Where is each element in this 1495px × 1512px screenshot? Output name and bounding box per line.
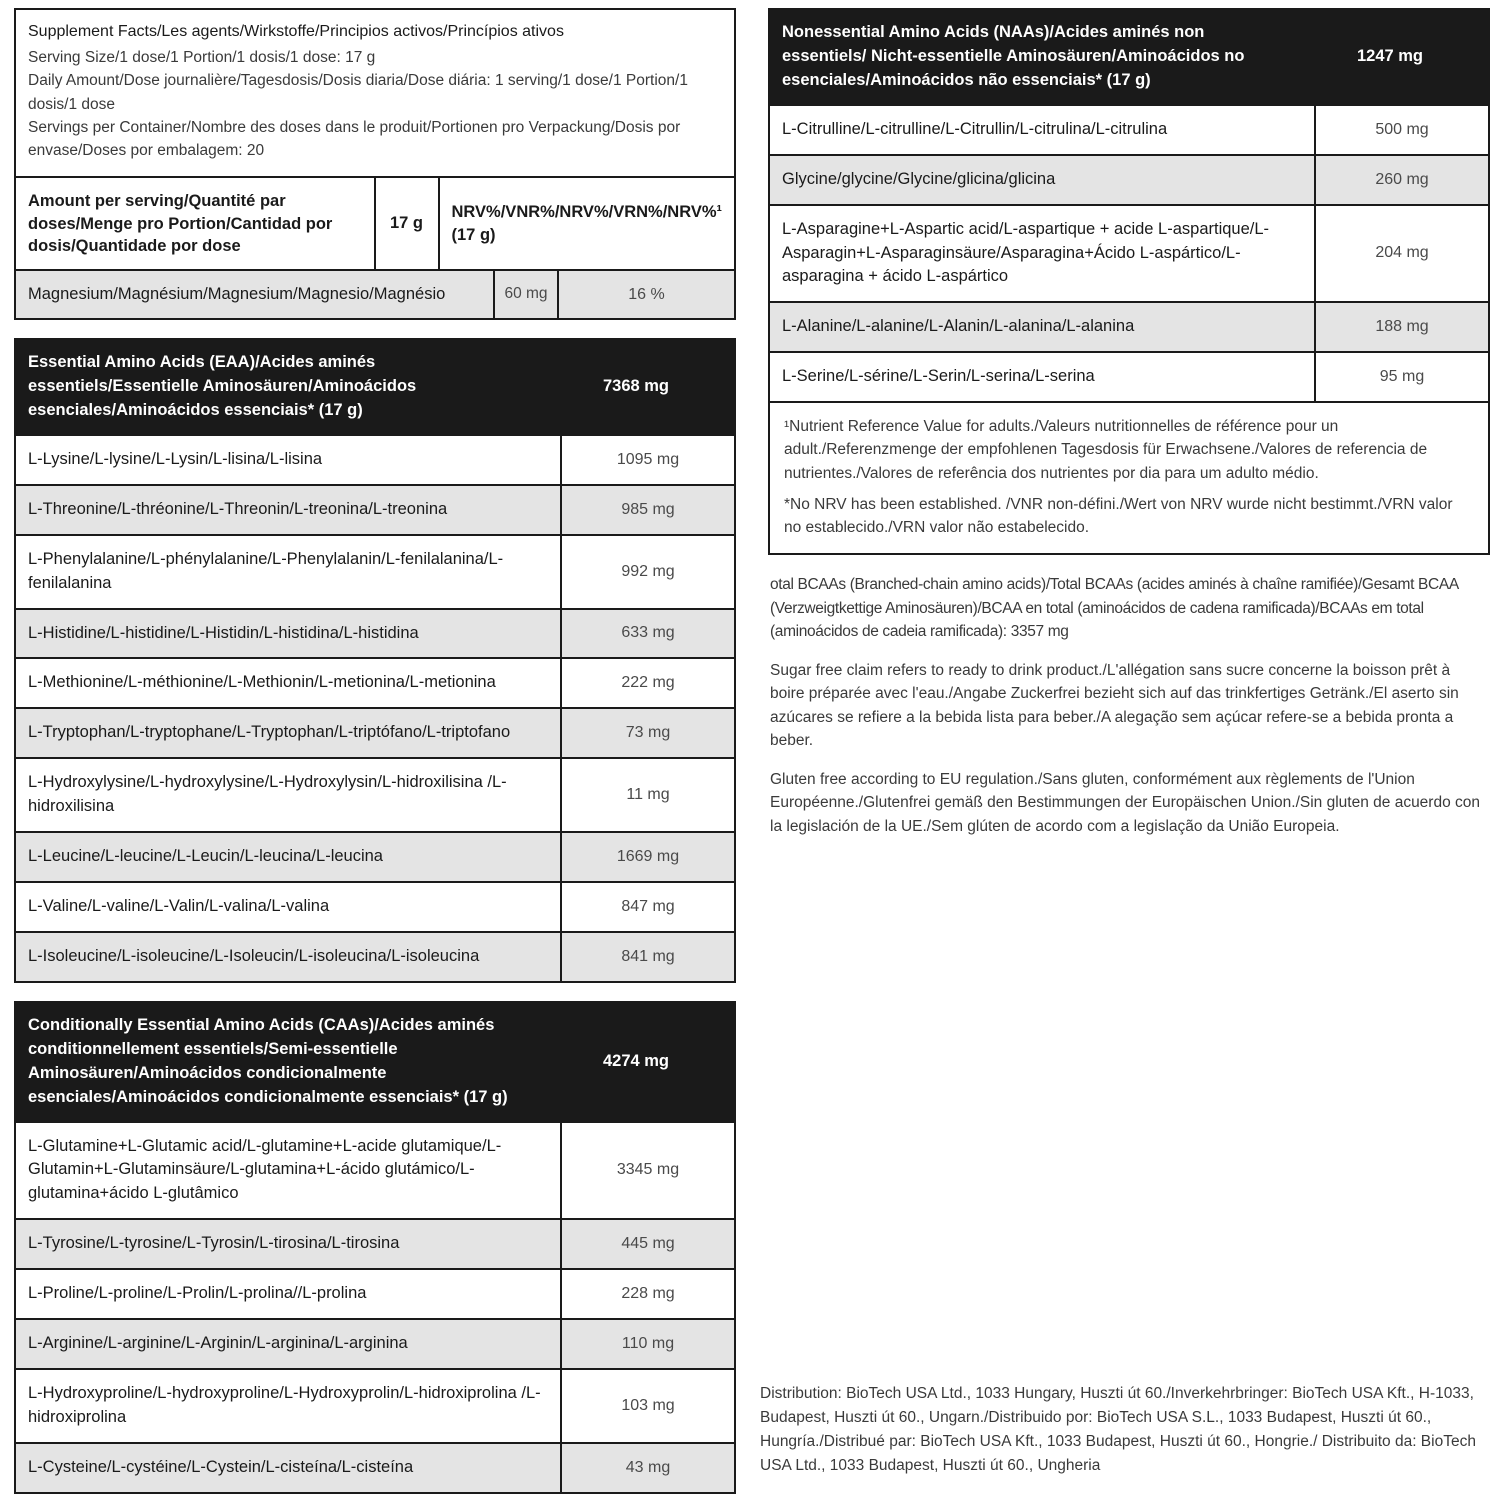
caa-row-value: 110 mg bbox=[560, 1320, 734, 1368]
table-row bbox=[770, 104, 1488, 154]
eaa-header bbox=[16, 340, 734, 434]
caa-header bbox=[16, 1003, 734, 1121]
caa-title: Conditionally Essential Amino Acids (CAAs)/Acides aminés conditionnellement essentiels/Semi-essentielle Aminosäuren/Aminoácidos condicionalmente esenciales/Aminoácidos condicionalmente essenciais* (17 g) bbox=[28, 1015, 508, 1106]
naa-row-name: L-Serine/L-sérine/L-Serin/L-serina/L-serina bbox=[782, 367, 1095, 386]
naa-row-value: 188 mg bbox=[1314, 303, 1488, 351]
table-row bbox=[16, 657, 734, 707]
table-row bbox=[16, 1442, 734, 1492]
caa-total: 4274 mg bbox=[602, 1052, 670, 1071]
table-row bbox=[16, 931, 734, 981]
eaa-row-value: 992 mg bbox=[560, 536, 734, 608]
eaa-row-value: 841 mg bbox=[560, 933, 734, 981]
eaa-row-value: 847 mg bbox=[560, 883, 734, 931]
naa-row-name: L-Citrulline/L-citrulline/L-Citrullin/L-citrulina/L-citrulina bbox=[782, 119, 1168, 138]
eaa-row-name: L-Valine/L-valine/L-Valin/L-valina/L-valina bbox=[28, 897, 330, 916]
naa-row-name: Glycine/glycine/Glycine/glicina/glicina bbox=[782, 169, 1056, 188]
eaa-row-name: L-Lysine/L-lysine/L-Lysin/L-lisina/L-lisina bbox=[28, 449, 323, 468]
sugar-free-note: Sugar free claim refers to ready to drink product./L'allégation sans sucre concerne la boisson prêt à boire préparée avec l'eau./Angabe Zuckerfrei bezieht sich auf das trinkfertiges Getränk./El aserto sin azúcares se refiere a la bebida lista para beber./A alegação sem açúcar refere-se a bebida pronta a beber. bbox=[770, 662, 1459, 749]
serving-weight-value: 17 g bbox=[374, 178, 438, 269]
caa-row-value: 445 mg bbox=[560, 1220, 734, 1268]
caa-row-value: 103 mg bbox=[560, 1370, 734, 1442]
naa-row-value: 500 mg bbox=[1314, 106, 1488, 154]
eaa-row-value: 73 mg bbox=[560, 709, 734, 757]
distribution-text: Distribution: BioTech USA Ltd., 1033 Hungary, Huszti út 60./Inverkehrbringer: BioTech USA Kft., H-1033, Budapest, Huszti út 60., Ungarn./Distribuido por: BioTech USA S.L., 1033 Budapest, Huszti út 60., Hungría./Distribué par: BioTech USA Kft., 1033 Budapest, Huszti út 60., Hongrie./ Distribuito da: BioTech USA Ltd., 1033 Budapest, Huszti út 60., Ungheria bbox=[760, 1385, 1476, 1475]
table-row bbox=[16, 1121, 734, 1219]
naa-row-value: 260 mg bbox=[1314, 156, 1488, 204]
magnesium-nrv: 16 % bbox=[557, 271, 734, 318]
table-row bbox=[16, 534, 734, 608]
naa-row-value: 95 mg bbox=[1314, 353, 1488, 401]
eaa-row-value: 1669 mg bbox=[560, 833, 734, 881]
eaa-title: Essential Amino Acids (EAA)/Acides aminés essentiels/Essentielle Aminosäuren/Aminoácidos esenciales/Aminoácidos essenciais* (17 g) bbox=[28, 353, 417, 419]
eaa-row-value: 222 mg bbox=[560, 659, 734, 707]
caa-row-value: 228 mg bbox=[560, 1270, 734, 1318]
footnote-nrv: ¹Nutrient Reference Value for adults./Valeurs nutritionnelles de référence pour un adult./Referenzmenge der empfohlenen Tagesdosis für Erwachsene./Valores de referencia de nutrientes./Valores de referência dos nutrientes por dia para um adulto médio. bbox=[784, 418, 1428, 482]
naa-title: Nonessential Amino Acids (NAAs)/Acides aminés non essentiels/ Nicht-essentielle Aminosäuren/Aminoácidos no esenciales/Aminoácidos não essenciais* (17 g) bbox=[782, 23, 1245, 89]
naa-row-name: L-Alanine/L-alanine/L-Alanin/L-alanina/L-alanina bbox=[782, 317, 1135, 336]
distribution-footer bbox=[760, 1382, 1488, 1478]
table-row bbox=[16, 608, 734, 658]
table-row bbox=[16, 1368, 734, 1442]
supplement-facts-panel bbox=[14, 8, 736, 320]
amount-per-serving-header-row bbox=[16, 176, 734, 269]
serving-size-text: Serving Size/1 dose/1 Portion/1 dosis/1 dose: 17 g bbox=[28, 49, 376, 66]
table-row bbox=[16, 1218, 734, 1268]
magnesium-label: Magnesium/Magnésium/Magnesium/Magnesio/Magnésio bbox=[28, 285, 446, 304]
table-row bbox=[16, 1318, 734, 1368]
caa-row-name: L-Cysteine/L-cystéine/L-Cystein/L-cisteína/L-cisteína bbox=[28, 1457, 414, 1476]
caa-row-name: L-Hydroxyproline/L-hydroxyproline/L-Hydroxyprolin/L-hidroxiprolina /L-hidroxiprolina bbox=[28, 1384, 541, 1427]
naa-row-value: 204 mg bbox=[1314, 206, 1488, 302]
footnote-no-nrv: *No NRV has been established. /VNR non-défini./Wert von NRV wurde nicht bestimmt./VRN valor no establecido./VRN valor não estabelecido. bbox=[784, 495, 1453, 537]
amount-per-serving-label: Amount per serving/Quantité par doses/Menge pro Portion/Cantidad por dosis/Quantidade por dose bbox=[28, 192, 333, 255]
table-row bbox=[16, 831, 734, 881]
eaa-row-name: L-Histidine/L-histidine/L-Histidin/L-histidina/L-histidina bbox=[28, 623, 419, 642]
eaa-row-name: L-Isoleucine/L-isoleucine/L-Isoleucin/L-isoleucina/L-isoleucina bbox=[28, 946, 480, 965]
caa-row-name: L-Proline/L-proline/L-Prolin/L-prolina//L-prolina bbox=[28, 1284, 367, 1303]
table-row bbox=[16, 757, 734, 831]
naa-header bbox=[770, 10, 1488, 104]
left-column bbox=[14, 8, 736, 1512]
eaa-row-value: 985 mg bbox=[560, 486, 734, 534]
table-row bbox=[16, 434, 734, 484]
caa-row-name: L-Glutamine+L-Glutamic acid/L-glutamine+L-acide glutamique/L-Glutamin+L-Glutaminsäure/L-glutamina+L-ácido glutámico/L-glutamina+ácido L-glutâmico bbox=[28, 1136, 502, 1203]
eaa-row-name: L-Leucine/L-leucine/L-Leucin/L-leucina/L-leucina bbox=[28, 847, 383, 866]
table-row bbox=[770, 351, 1488, 401]
gluten-free-note: Gluten free according to EU regulation./Sans gluten, conformément aux règlements de l'Union Européenne./Glutenfrei gemäß den Bestimmungen der Europäischen Union./Sin gluten de acuerdo con la legislación de la UE./Sem glúten de acordo com a legislação da União Europeia. bbox=[770, 771, 1481, 835]
daily-amount-text: Daily Amount/Dose journalière/Tagesdosis/Dosis diaria/Dose diária: 1 serving/1 dose/1 Portion/1 dosis/1 dose bbox=[28, 72, 688, 113]
caa-row-value: 43 mg bbox=[560, 1444, 734, 1492]
magnesium-amount: 60 mg bbox=[493, 271, 557, 318]
caa-row-value: 3345 mg bbox=[560, 1123, 734, 1219]
caa-row-name: L-Tyrosine/L-tyrosine/L-Tyrosin/L-tirosina/L-tirosina bbox=[28, 1234, 400, 1253]
magnesium-row bbox=[16, 269, 734, 318]
additional-notes bbox=[770, 573, 1488, 838]
right-column bbox=[768, 8, 1490, 854]
nrv-footnotes bbox=[770, 401, 1488, 553]
table-row bbox=[770, 301, 1488, 351]
eaa-row-name: L-Tryptophan/L-tryptophane/L-Tryptophan/L-triptófano/L-triptofano bbox=[28, 723, 511, 742]
eaa-row-name: L-Methionine/L-méthionine/L-Methionin/L-metionina/L-metionina bbox=[28, 673, 496, 692]
eaa-table bbox=[14, 338, 736, 983]
table-row bbox=[770, 204, 1488, 302]
naa-total: 1247 mg bbox=[1356, 47, 1424, 66]
eaa-row-name: L-Hydroxylysine/L-hydroxylysine/L-Hydroxylysin/L-hidroxilisina /L-hidroxilisina bbox=[28, 773, 507, 816]
caa-table bbox=[14, 1001, 736, 1494]
eaa-total: 7368 mg bbox=[602, 377, 670, 396]
eaa-row-value: 11 mg bbox=[560, 759, 734, 831]
naa-row-name: L-Asparagine+L-Aspartic acid/L-aspartique + acide L-aspartique/L-Asparagin+L-Asparaginsäure/Asparagina+Ácido L-aspártico/L-asparagina + ácido L-aspártico bbox=[782, 219, 1270, 286]
supplement-facts-header bbox=[16, 10, 734, 176]
two-column-layout bbox=[14, 8, 1481, 1512]
table-row bbox=[16, 484, 734, 534]
nrv-header-label: NRV%/VNR%/NRV%/VRN%/NRV%¹ (17 g) bbox=[438, 178, 734, 269]
servings-per-container-text: Servings per Container/Nombre des doses dans le produit/Portionen pro Verpackung/Dosis por envase/Doses por embalagem: 20 bbox=[28, 118, 681, 159]
bcaa-note: otal BCAAs (Branched-chain amino acids)/Total BCAAs (acides aminés à chaîne ramifiée)/Gesamt BCAA (Verzweigtkettige Aminosäuren)/BCAA en total (aminoácidos de cadena ramificada)/BCAAs em total (aminoácidos de cadeia ramificada): 3357 mg bbox=[770, 576, 1458, 640]
eaa-row-value: 633 mg bbox=[560, 610, 734, 658]
table-row bbox=[770, 154, 1488, 204]
eaa-row-name: L-Threonine/L-thréonine/L-Threonin/L-treonina/L-treonina bbox=[28, 499, 448, 518]
naa-table bbox=[768, 8, 1490, 555]
supplement-facts-title: Supplement Facts/Les agents/Wirkstoffe/Principios activos/Princípios ativos bbox=[28, 23, 564, 40]
eaa-row-name: L-Phenylalanine/L-phénylalanine/L-Phenylalanin/L-fenilalanina/L-fenilalanina bbox=[28, 549, 504, 592]
table-row bbox=[16, 881, 734, 931]
eaa-row-value: 1095 mg bbox=[560, 436, 734, 484]
table-row bbox=[16, 707, 734, 757]
caa-row-name: L-Arginine/L-arginine/L-Arginin/L-arginina/L-arginina bbox=[28, 1334, 408, 1353]
table-row bbox=[16, 1268, 734, 1318]
